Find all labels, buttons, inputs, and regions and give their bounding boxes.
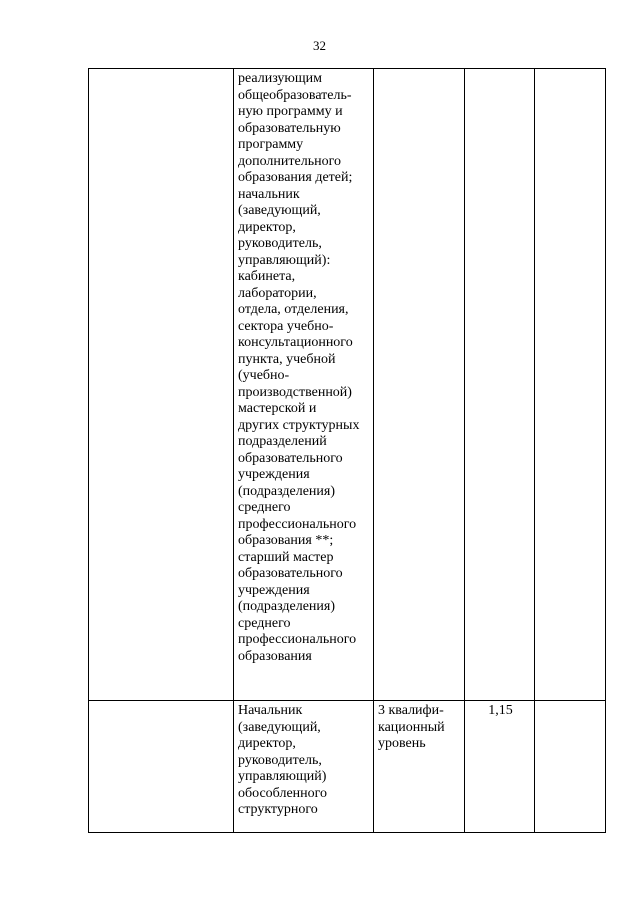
table-cell-extra (535, 69, 606, 701)
position-description: Начальник (заведующий, директор, руководитель, управляющий) обособленного структурного (238, 703, 328, 817)
coefficient-value (465, 69, 534, 71)
cell-text (89, 69, 233, 71)
position-description: реализующим общеобразователь- ную программу и образовательную программу дополнительного образования детей; начальник (заведующий, директор, руководитель, управляющий): кабинета, лаборатории, отдела, отделения, сектора учебно- консультационного пункта, учебной (учебно- производственной) мастерской и других структурных подразделений образовательного учреждения (подразделения) среднего профессионального образования **; старший мастер образовательного учреждения (подразделения) среднего профессионального образования (238, 71, 360, 664)
table-cell-position (234, 69, 374, 701)
table-row (89, 69, 606, 701)
table-cell-coefficient (465, 701, 535, 833)
table-cell-qualification-level (374, 701, 465, 833)
table-cell-qualification-level (374, 69, 465, 701)
page-number: 32 (313, 38, 326, 53)
table-cell-position (234, 701, 374, 833)
table-cell-group (89, 701, 234, 833)
table-cell-extra (535, 701, 606, 833)
cell-text (535, 701, 605, 703)
coefficient-value: 1,15 (488, 703, 513, 718)
table-cell-group (89, 69, 234, 701)
cell-text (89, 701, 233, 703)
qualification-level-text (374, 69, 464, 71)
table-cell-coefficient (465, 69, 535, 701)
qualification-table (88, 68, 606, 833)
cell-text (535, 69, 605, 71)
qualification-level-text: 3 квалифи- кационный уровень (378, 703, 445, 751)
table-row (89, 701, 606, 833)
